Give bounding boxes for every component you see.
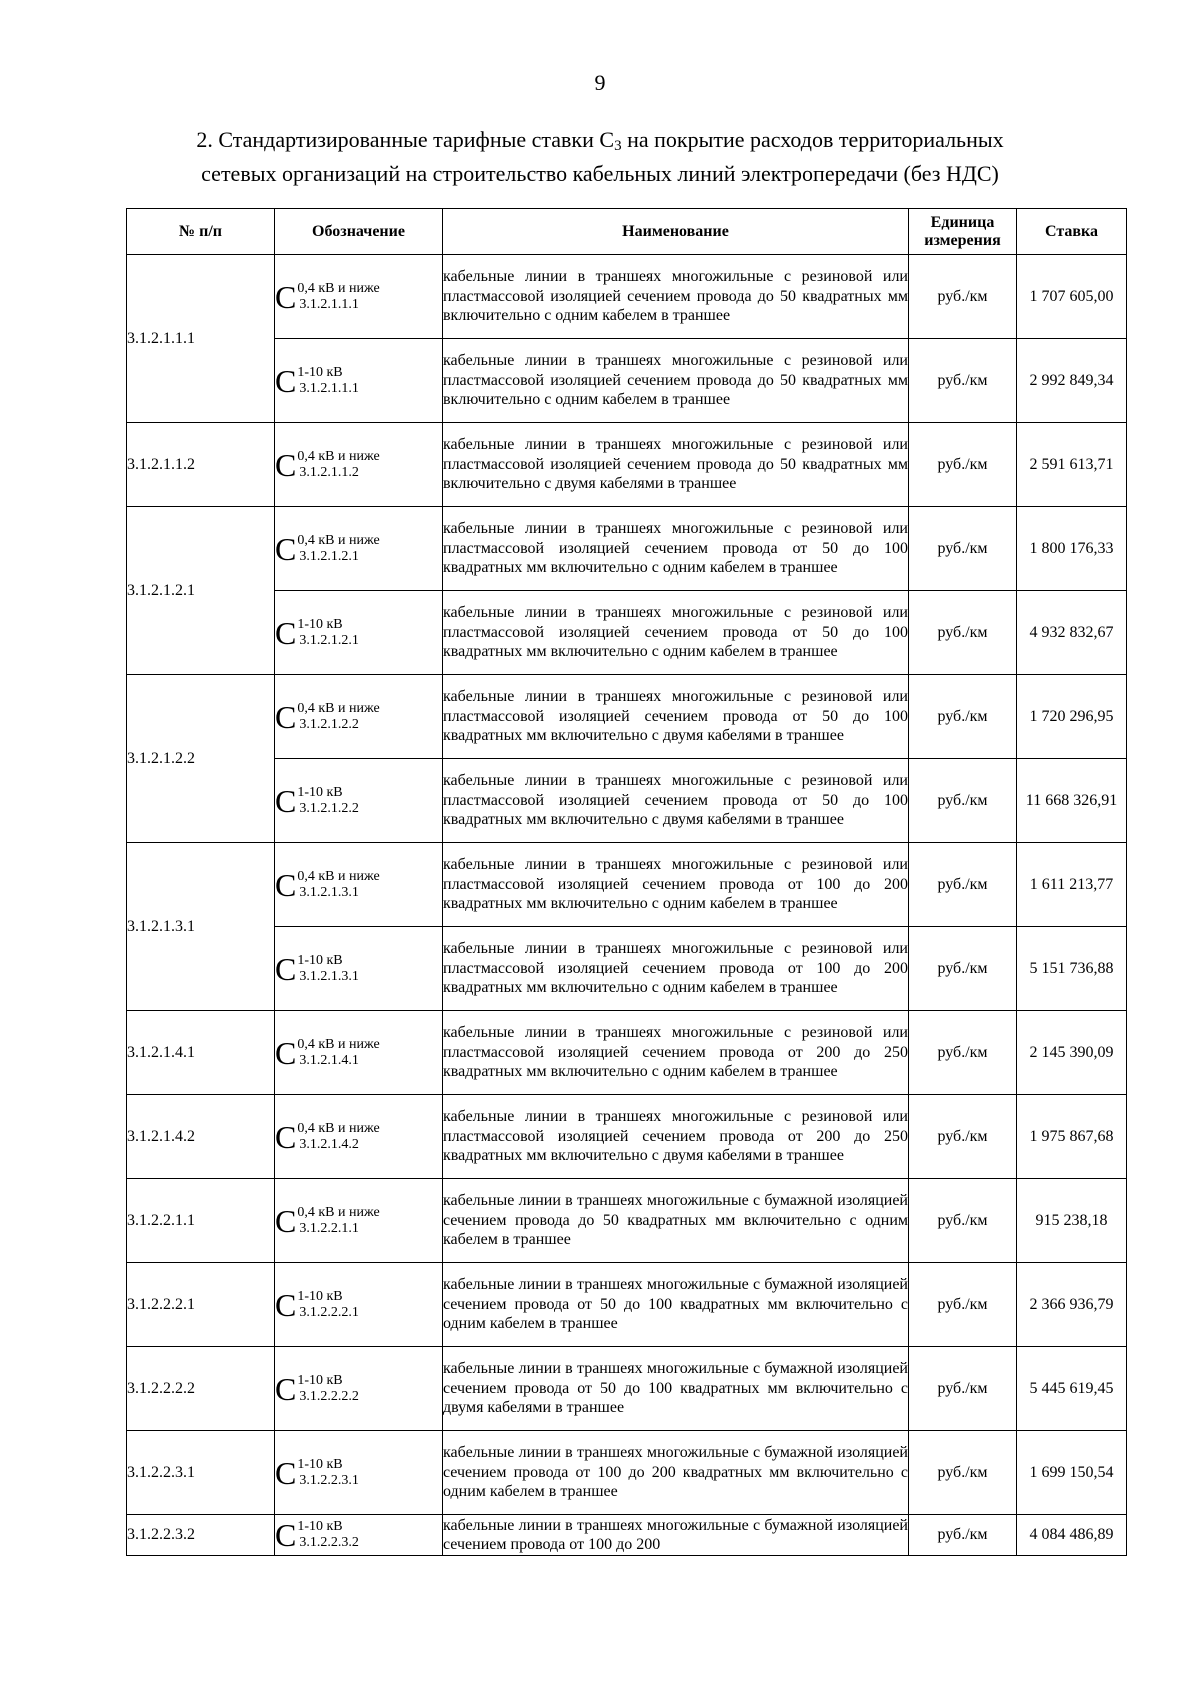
table-header-row bbox=[127, 209, 1127, 255]
header-designation: Обозначение bbox=[275, 209, 443, 255]
table-title bbox=[150, 126, 1050, 188]
table-row bbox=[127, 675, 1127, 759]
rate-cell: 2 992 849,34 bbox=[1017, 339, 1127, 423]
description-cell: кабельные линии в траншеях многожильные с резиновой или пластмассовой изоляцией сечением провода от 100 до 200 квадратных мм включительно с одним кабелем в траншее bbox=[443, 843, 909, 927]
designation-cell bbox=[275, 1011, 443, 1095]
table-row bbox=[127, 759, 1127, 843]
header-unit: Единица измерения bbox=[909, 209, 1017, 255]
designation-cell bbox=[275, 507, 443, 591]
unit-cell: руб./км bbox=[909, 927, 1017, 1011]
rate-cell: 2 366 936,79 bbox=[1017, 1263, 1127, 1347]
designation-cell bbox=[275, 927, 443, 1011]
designation-symbol: C 1-10 кВ 3.1.2.1.1.1 bbox=[275, 362, 359, 399]
unit-cell: руб./км bbox=[909, 423, 1017, 507]
description-cell: кабельные линии в траншеях многожильные с бумажной изоляцией сечением провода от 100 до 200 bbox=[443, 1515, 909, 1556]
table-row bbox=[127, 1263, 1127, 1347]
unit-cell: руб./км bbox=[909, 1431, 1017, 1515]
designation-cell bbox=[275, 843, 443, 927]
description-cell: кабельные линии в траншеях многожильные с резиновой или пластмассовой изоляцией сечением провода до 50 квадратных мм включительно с одним кабелем в траншее bbox=[443, 255, 909, 339]
page-number: 9 bbox=[594, 70, 606, 95]
table-row bbox=[127, 1011, 1127, 1095]
description-cell: кабельные линии в траншеях многожильные с бумажной изоляцией сечением провода до 50 квадратных мм включительно с одним кабелем в траншее bbox=[443, 1179, 909, 1263]
designation-cell bbox=[275, 1431, 443, 1515]
rate-cell: 1 707 605,00 bbox=[1017, 255, 1127, 339]
unit-cell: руб./км bbox=[909, 507, 1017, 591]
rate-cell: 1 720 296,95 bbox=[1017, 675, 1127, 759]
designation-symbol: C 1-10 кВ 3.1.2.1.2.2 bbox=[275, 782, 359, 819]
table-row bbox=[127, 1515, 1127, 1556]
table-row bbox=[127, 339, 1127, 423]
unit-cell: руб./км bbox=[909, 675, 1017, 759]
designation-symbol: C 0,4 кВ и ниже 3.1.2.1.1.1 bbox=[275, 278, 380, 315]
table-body bbox=[127, 255, 1127, 1556]
designation-symbol: C 1-10 кВ 3.1.2.2.3.1 bbox=[275, 1454, 359, 1491]
row-number: 3.1.2.2.1.1 bbox=[127, 1179, 275, 1263]
table-row bbox=[127, 1431, 1127, 1515]
rate-cell: 2 591 613,71 bbox=[1017, 423, 1127, 507]
tariff-table bbox=[126, 208, 1127, 1556]
row-number: 3.1.2.2.2.2 bbox=[127, 1347, 275, 1431]
row-number: 3.1.2.2.3.1 bbox=[127, 1431, 275, 1515]
description-cell: кабельные линии в траншеях многожильные с резиновой или пластмассовой изоляцией сечением провода от 200 до 250 квадратных мм включительно с двумя кабелями в траншее bbox=[443, 1095, 909, 1179]
row-number: 3.1.2.1.2.1 bbox=[127, 507, 275, 675]
designation-symbol: C 0,4 кВ и ниже 3.1.2.1.2.1 bbox=[275, 530, 380, 567]
rate-cell: 5 151 736,88 bbox=[1017, 927, 1127, 1011]
description-cell: кабельные линии в траншеях многожильные с резиновой или пластмассовой изоляцией сечением провода от 50 до 100 квадратных мм включительно с двумя кабелями в траншее bbox=[443, 675, 909, 759]
title-line1-prefix: 2. Стандартизированные тарифные ставки С bbox=[196, 127, 615, 152]
unit-cell: руб./км bbox=[909, 255, 1017, 339]
designation-symbol: C 1-10 кВ 3.1.2.2.3.2 bbox=[275, 1517, 359, 1553]
rate-cell: 1 800 176,33 bbox=[1017, 507, 1127, 591]
designation-cell bbox=[275, 255, 443, 339]
designation-cell bbox=[275, 675, 443, 759]
unit-cell: руб./км bbox=[909, 843, 1017, 927]
designation-cell bbox=[275, 1515, 443, 1556]
description-cell: кабельные линии в траншеях многожильные с бумажной изоляцией сечением провода от 50 до 100 квадратных мм включительно с одним кабелем в траншее bbox=[443, 1263, 909, 1347]
table-row bbox=[127, 1095, 1127, 1179]
rate-cell: 4 084 486,89 bbox=[1017, 1515, 1127, 1556]
unit-cell: руб./км bbox=[909, 591, 1017, 675]
designation-symbol: C 1-10 кВ 3.1.2.2.2.2 bbox=[275, 1370, 359, 1407]
table-row bbox=[127, 927, 1127, 1011]
row-number: 3.1.2.1.4.2 bbox=[127, 1095, 275, 1179]
table-row bbox=[127, 507, 1127, 591]
description-cell: кабельные линии в траншеях многожильные с бумажной изоляцией сечением провода от 50 до 100 квадратных мм включительно с двумя кабелями в траншее bbox=[443, 1347, 909, 1431]
rate-cell: 1 975 867,68 bbox=[1017, 1095, 1127, 1179]
rate-cell: 11 668 326,91 bbox=[1017, 759, 1127, 843]
rate-cell: 4 932 832,67 bbox=[1017, 591, 1127, 675]
unit-cell: руб./км bbox=[909, 759, 1017, 843]
designation-symbol: C 0,4 кВ и ниже 3.1.2.2.1.1 bbox=[275, 1202, 380, 1239]
description-cell: кабельные линии в траншеях многожильные с резиновой или пластмассовой изоляцией сечением провода от 50 до 100 квадратных мм включительно с одним кабелем в траншее bbox=[443, 507, 909, 591]
unit-cell: руб./км bbox=[909, 1263, 1017, 1347]
header-name: Наименование bbox=[443, 209, 909, 255]
description-cell: кабельные линии в траншеях многожильные с резиновой или пластмассовой изоляцией сечением провода от 50 до 100 квадратных мм включительно с одним кабелем в траншее bbox=[443, 591, 909, 675]
table-row bbox=[127, 423, 1127, 507]
designation-symbol: C 1-10 кВ 3.1.2.1.3.1 bbox=[275, 950, 359, 987]
rate-cell: 915 238,18 bbox=[1017, 1179, 1127, 1263]
rate-cell: 1 611 213,77 bbox=[1017, 843, 1127, 927]
title-subscript: 3 bbox=[614, 138, 622, 154]
designation-cell bbox=[275, 759, 443, 843]
designation-cell bbox=[275, 1095, 443, 1179]
description-cell: кабельные линии в траншеях многожильные с резиновой или пластмассовой изоляцией сечением провода до 50 квадратных мм включительно с одним кабелем в траншее bbox=[443, 339, 909, 423]
designation-cell bbox=[275, 423, 443, 507]
designation-symbol: C 0,4 кВ и ниже 3.1.2.1.4.1 bbox=[275, 1034, 380, 1071]
designation-symbol: C 1-10 кВ 3.1.2.2.2.1 bbox=[275, 1286, 359, 1323]
description-cell: кабельные линии в траншеях многожильные с резиновой или пластмассовой изоляцией сечением провода от 200 до 250 квадратных мм включительно с одним кабелем в траншее bbox=[443, 1011, 909, 1095]
row-number: 3.1.2.1.1.1 bbox=[127, 255, 275, 423]
row-number: 3.1.2.1.2.2 bbox=[127, 675, 275, 843]
unit-cell: руб./км bbox=[909, 339, 1017, 423]
description-cell: кабельные линии в траншеях многожильные с бумажной изоляцией сечением провода от 100 до 200 квадратных мм включительно с одним кабелем в траншее bbox=[443, 1431, 909, 1515]
rate-cell: 2 145 390,09 bbox=[1017, 1011, 1127, 1095]
designation-cell bbox=[275, 1179, 443, 1263]
table-row bbox=[127, 591, 1127, 675]
row-number: 3.1.2.2.3.2 bbox=[127, 1515, 275, 1556]
header-num: № п/п bbox=[127, 209, 275, 255]
unit-cell: руб./км bbox=[909, 1095, 1017, 1179]
table-row bbox=[127, 843, 1127, 927]
row-number: 3.1.2.1.4.1 bbox=[127, 1011, 275, 1095]
description-cell: кабельные линии в траншеях многожильные с резиновой или пластмассовой изоляцией сечением провода от 100 до 200 квадратных мм включительно с одним кабелем в траншее bbox=[443, 927, 909, 1011]
row-number: 3.1.2.1.1.2 bbox=[127, 423, 275, 507]
table-row bbox=[127, 255, 1127, 339]
title-line2: сетевых организаций на строительство кабельных линий электропередачи (без НДС) bbox=[201, 161, 999, 186]
designation-symbol: C 0,4 кВ и ниже 3.1.2.1.1.2 bbox=[275, 446, 380, 483]
designation-cell bbox=[275, 339, 443, 423]
rate-cell: 5 445 619,45 bbox=[1017, 1347, 1127, 1431]
designation-cell bbox=[275, 1263, 443, 1347]
designation-symbol: C 0,4 кВ и ниже 3.1.2.1.2.2 bbox=[275, 698, 380, 735]
unit-cell: руб./км bbox=[909, 1179, 1017, 1263]
unit-cell: руб./км bbox=[909, 1347, 1017, 1431]
designation-symbol: C 1-10 кВ 3.1.2.1.2.1 bbox=[275, 614, 359, 651]
designation-cell bbox=[275, 1347, 443, 1431]
row-number: 3.1.2.1.3.1 bbox=[127, 843, 275, 1011]
rate-cell: 1 699 150,54 bbox=[1017, 1431, 1127, 1515]
row-number: 3.1.2.2.2.1 bbox=[127, 1263, 275, 1347]
designation-symbol: C 0,4 кВ и ниже 3.1.2.1.4.2 bbox=[275, 1118, 380, 1155]
designation-symbol: C 0,4 кВ и ниже 3.1.2.1.3.1 bbox=[275, 866, 380, 903]
description-cell: кабельные линии в траншеях многожильные с резиновой или пластмассовой изоляцией сечением провода до 50 квадратных мм включительно с двумя кабелями в траншее bbox=[443, 423, 909, 507]
designation-cell bbox=[275, 591, 443, 675]
table-row bbox=[127, 1347, 1127, 1431]
unit-cell: руб./км bbox=[909, 1515, 1017, 1556]
unit-cell: руб./км bbox=[909, 1011, 1017, 1095]
table-row bbox=[127, 1179, 1127, 1263]
title-line1-suffix: на покрытие расходов территориальных bbox=[621, 127, 1004, 152]
header-rate: Ставка bbox=[1017, 209, 1127, 255]
description-cell: кабельные линии в траншеях многожильные с резиновой или пластмассовой изоляцией сечением провода от 50 до 100 квадратных мм включительно с двумя кабелями в траншее bbox=[443, 759, 909, 843]
